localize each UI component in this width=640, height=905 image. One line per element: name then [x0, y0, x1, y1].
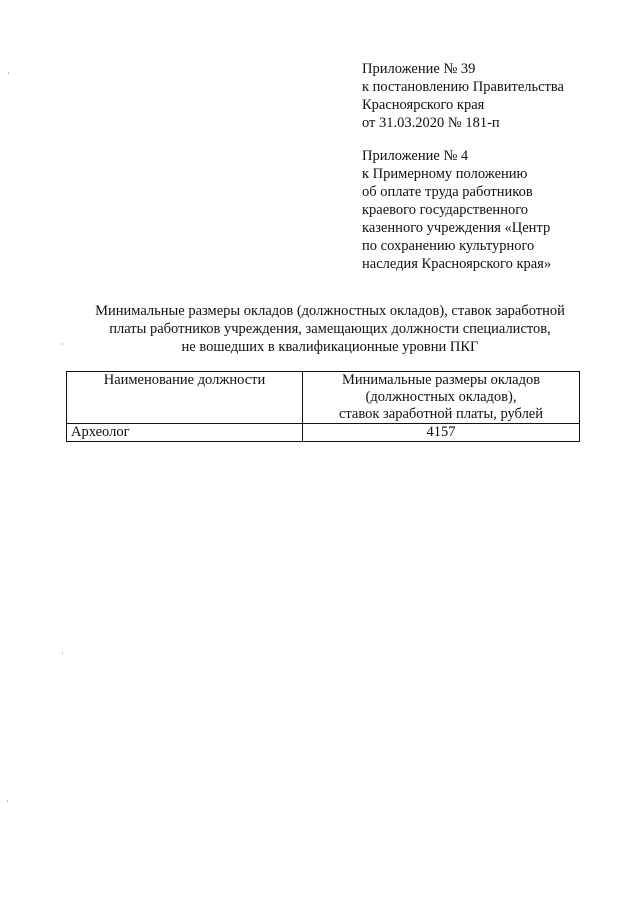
- scan-speck: [7, 800, 8, 802]
- header-salary-line: (должностных окладов),: [365, 389, 517, 405]
- appendix-line: Красноярского края: [362, 97, 485, 113]
- appendix-line: Приложение № 4: [362, 148, 469, 164]
- scan-speck: [62, 652, 63, 654]
- table-row: [67, 424, 580, 442]
- salary-table: [66, 371, 580, 442]
- scan-speck: [8, 72, 9, 74]
- appendix-line: казенного учреждения «Центр: [362, 220, 551, 236]
- appendix-line: об оплате труда работников: [362, 184, 533, 200]
- appendix-reference-secondary: [362, 147, 551, 273]
- scan-speck: [62, 343, 63, 345]
- appendix-line: к постановлению Правительства: [362, 79, 564, 95]
- appendix-line: наследия Красноярского края»: [362, 256, 552, 272]
- header-position: Наименование должности: [67, 372, 303, 424]
- appendix-reference-primary: [362, 60, 564, 132]
- appendix-line: к Примерному положению: [362, 166, 528, 182]
- position-cell: Археолог: [67, 424, 303, 442]
- appendix-line: по сохранению культурного: [362, 238, 535, 254]
- salary-cell: 4157: [303, 424, 580, 442]
- header-salary-line: ставок заработной платы, рублей: [338, 406, 544, 422]
- appendix-line: от 31.03.2020 № 181-п: [362, 115, 500, 131]
- title-line: не вошедших в квалификационные уровни ПКГ: [181, 339, 479, 355]
- appendix-line: Приложение № 39: [362, 61, 476, 77]
- appendix-line: краевого государственного: [362, 202, 529, 218]
- document-title: [40, 302, 620, 356]
- title-line: Минимальные размеры окладов (должностных окладов), ставок заработной: [95, 303, 565, 319]
- header-salary-line: Минимальные размеры окладов: [341, 372, 541, 388]
- table-header-row: [67, 372, 580, 424]
- title-line: платы работников учреждения, замещающих должности специалистов,: [109, 321, 551, 337]
- header-salary: [303, 372, 580, 424]
